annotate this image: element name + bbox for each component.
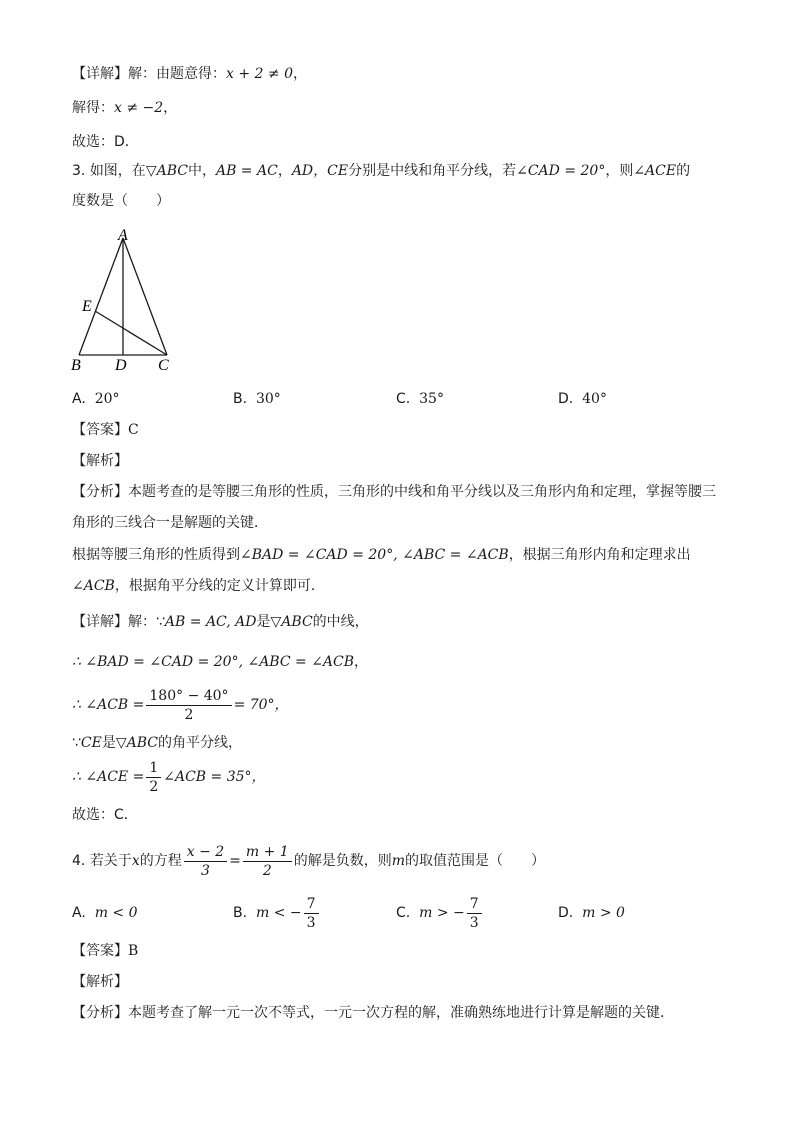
option-key: A. bbox=[72, 391, 86, 407]
math-expression: = 70°， bbox=[233, 697, 289, 713]
option-key: B. bbox=[233, 905, 248, 921]
detail-text: 解得： bbox=[72, 100, 114, 116]
punctuation: ， bbox=[292, 66, 307, 82]
option-key: A. bbox=[72, 905, 86, 921]
q4-option-d[interactable] bbox=[558, 894, 625, 932]
stem-text: 的取值范围是（ ） bbox=[405, 853, 545, 869]
q3-detail-line3 bbox=[72, 686, 289, 724]
q3-stem-line1 bbox=[72, 161, 690, 181]
q3-fenxi-line1 bbox=[72, 482, 716, 502]
q3-fenxi-line2: 角形的三线合一是解题的关键． bbox=[72, 515, 268, 531]
question-number: 3. bbox=[72, 163, 86, 179]
math-expression: x ≠ −2 bbox=[114, 100, 164, 116]
detail-text: 解：由题意得： bbox=[128, 66, 226, 82]
detail-label: 【详解】 bbox=[72, 614, 128, 630]
math-expression: ∴ ∠ACE = bbox=[72, 769, 145, 785]
triangle-symbol: ▽ABC bbox=[115, 735, 158, 751]
q2-detail-line1 bbox=[72, 64, 307, 84]
q2-detail-line2 bbox=[72, 98, 177, 118]
punctuation: ， bbox=[163, 100, 178, 116]
detail-label: 【详解】 bbox=[72, 66, 128, 82]
stem-text: ， bbox=[277, 163, 292, 179]
stem-text: ，则 bbox=[605, 163, 634, 179]
fraction-numerator: 7 bbox=[304, 895, 319, 914]
math-expression: CE bbox=[80, 735, 102, 751]
math-expression: ∠CAD = 20° bbox=[516, 163, 606, 179]
q3-answer bbox=[72, 420, 139, 440]
fenxi-text: 本题考查的是等腰三角形的性质，三角形的中线和角平分线以及三角形内角和定理，掌握等腰三 bbox=[128, 484, 716, 500]
label-d: D bbox=[115, 357, 127, 374]
fraction-numerator: m + 1 bbox=[243, 843, 292, 862]
answer-value: B bbox=[128, 943, 139, 959]
fraction-numerator: 180° − 40° bbox=[146, 687, 231, 706]
fraction bbox=[146, 759, 161, 796]
stem-text: 的解是负数，则 bbox=[293, 853, 392, 869]
math-expression: ∠ACB bbox=[72, 578, 115, 594]
detail-text: 的角平分线， bbox=[158, 735, 242, 751]
triangle-symbol: ▽ABC bbox=[270, 614, 313, 630]
fraction bbox=[243, 843, 292, 880]
answer-label: 【答案】 bbox=[72, 943, 128, 959]
basis-text: ，根据三角形内角和定理求出 bbox=[508, 547, 691, 563]
variable: x bbox=[131, 853, 140, 869]
fraction-denominator: 2 bbox=[184, 706, 194, 723]
stem-text: 的 bbox=[676, 163, 691, 179]
detail-text: 是 bbox=[101, 735, 116, 751]
math-expression: AB = AC bbox=[215, 163, 278, 179]
stem-text: 中， bbox=[187, 163, 216, 179]
q4-option-c[interactable] bbox=[396, 894, 484, 932]
math-expression: ∠ACE bbox=[633, 163, 677, 179]
triangle-figure bbox=[66, 222, 186, 377]
fraction bbox=[146, 687, 231, 724]
detail-text: 解：∵ bbox=[128, 614, 165, 630]
fraction-numerator: x − 2 bbox=[184, 843, 227, 862]
stem-text: 分别是中线和角平分线，若 bbox=[348, 163, 517, 179]
option-key: B. bbox=[233, 391, 248, 407]
math-expression: ∴ ∠BAD = ∠CAD = 20°, ∠ABC = ∠ACB bbox=[72, 654, 355, 670]
variable: m bbox=[391, 853, 405, 869]
answer-label: 【答案】 bbox=[72, 422, 128, 438]
fenxi-label: 【分析】 bbox=[72, 1005, 128, 1021]
q3-basis-line2 bbox=[72, 576, 325, 596]
option-key: D. bbox=[558, 391, 574, 407]
option-key: C. bbox=[396, 905, 411, 921]
q3-stem-line2: 度数是（ ） bbox=[72, 193, 170, 209]
detail-text: 的中线， bbox=[312, 614, 369, 630]
option-value: 35° bbox=[419, 391, 444, 407]
fraction-numerator: 1 bbox=[146, 759, 161, 778]
basis-text: ，根据角平分线的定义计算即可． bbox=[114, 578, 325, 594]
option-value: m > − bbox=[419, 905, 465, 921]
fraction-denominator: 3 bbox=[469, 914, 479, 931]
math-expression: ∴ ∠ACB = bbox=[72, 697, 145, 713]
q3-detail-line4 bbox=[72, 733, 242, 753]
because-symbol: ∵ bbox=[72, 735, 81, 751]
math-expression: ∠ACB = 35°， bbox=[163, 769, 266, 785]
question-number: 4. bbox=[72, 853, 86, 869]
q4-stem bbox=[72, 842, 545, 880]
q3-detail-line6: 故选：C． bbox=[72, 807, 138, 823]
option-key: D. bbox=[558, 905, 574, 921]
side-ab bbox=[79, 238, 123, 355]
option-value: 20° bbox=[94, 391, 120, 407]
q3-basis-line1 bbox=[72, 545, 691, 565]
q3-option-c[interactable] bbox=[396, 389, 444, 409]
fraction-denominator: 3 bbox=[200, 862, 210, 879]
label-c: C bbox=[158, 357, 169, 374]
fenxi-text: 本题考查了解一元一次不等式，一元一次方程的解，准确熟练地进行计算是解题的关键． bbox=[128, 1005, 674, 1021]
q4-analysis-label: 【解析】 bbox=[72, 974, 128, 990]
q4-option-b[interactable] bbox=[233, 894, 321, 932]
option-value: 40° bbox=[582, 391, 607, 407]
q3-option-d[interactable] bbox=[558, 389, 607, 409]
math-expression: x + 2 ≠ 0 bbox=[226, 66, 293, 82]
side-ac bbox=[123, 238, 167, 355]
label-b: B bbox=[71, 357, 81, 374]
stem-text: 如图，在 bbox=[89, 163, 146, 179]
punctuation: ， bbox=[354, 654, 369, 670]
q3-detail-line1 bbox=[72, 612, 369, 632]
q3-option-b[interactable] bbox=[233, 389, 281, 409]
q3-analysis-label: 【解析】 bbox=[72, 453, 128, 469]
math-expression: AB = AC, AD bbox=[164, 614, 257, 630]
q4-option-a[interactable] bbox=[72, 894, 138, 932]
option-value: 30° bbox=[255, 391, 281, 407]
option-value: m < − bbox=[255, 905, 302, 921]
q3-detail-line5 bbox=[72, 758, 266, 796]
answer-value: C bbox=[128, 422, 139, 438]
fraction bbox=[184, 843, 227, 880]
fraction bbox=[304, 895, 319, 932]
math-expression: AD，CE bbox=[291, 163, 349, 179]
q3-option-a[interactable] bbox=[72, 389, 120, 409]
stem-text: 的方程 bbox=[139, 853, 182, 869]
detail-text: 是 bbox=[256, 614, 271, 630]
option-value: m < 0 bbox=[94, 905, 138, 921]
bisector-ce bbox=[95, 311, 167, 355]
q3-detail-line2 bbox=[72, 652, 368, 672]
label-e: E bbox=[82, 298, 92, 315]
q2-detail-line3: 故选：D． bbox=[72, 134, 139, 150]
option-key: C. bbox=[396, 391, 411, 407]
triangle-symbol: ▽ABC bbox=[145, 163, 188, 179]
fraction-denominator: 2 bbox=[262, 862, 272, 879]
label-a: A bbox=[118, 227, 128, 244]
math-expression: ∠BAD = ∠CAD = 20°, ∠ABC = ∠ACB bbox=[240, 547, 509, 563]
option-value: m > 0 bbox=[582, 905, 625, 921]
q4-fenxi bbox=[72, 1003, 674, 1023]
fraction-denominator: 2 bbox=[149, 778, 159, 795]
equals-sign: = bbox=[229, 853, 241, 869]
fraction-denominator: 3 bbox=[306, 914, 316, 931]
fenxi-label: 【分析】 bbox=[72, 484, 128, 500]
fraction bbox=[467, 895, 482, 932]
stem-text: 若关于 bbox=[89, 853, 132, 869]
fraction-numerator: 7 bbox=[467, 895, 482, 914]
basis-text: 根据等腰三角形的性质得到 bbox=[72, 547, 240, 563]
q4-answer bbox=[72, 941, 138, 961]
